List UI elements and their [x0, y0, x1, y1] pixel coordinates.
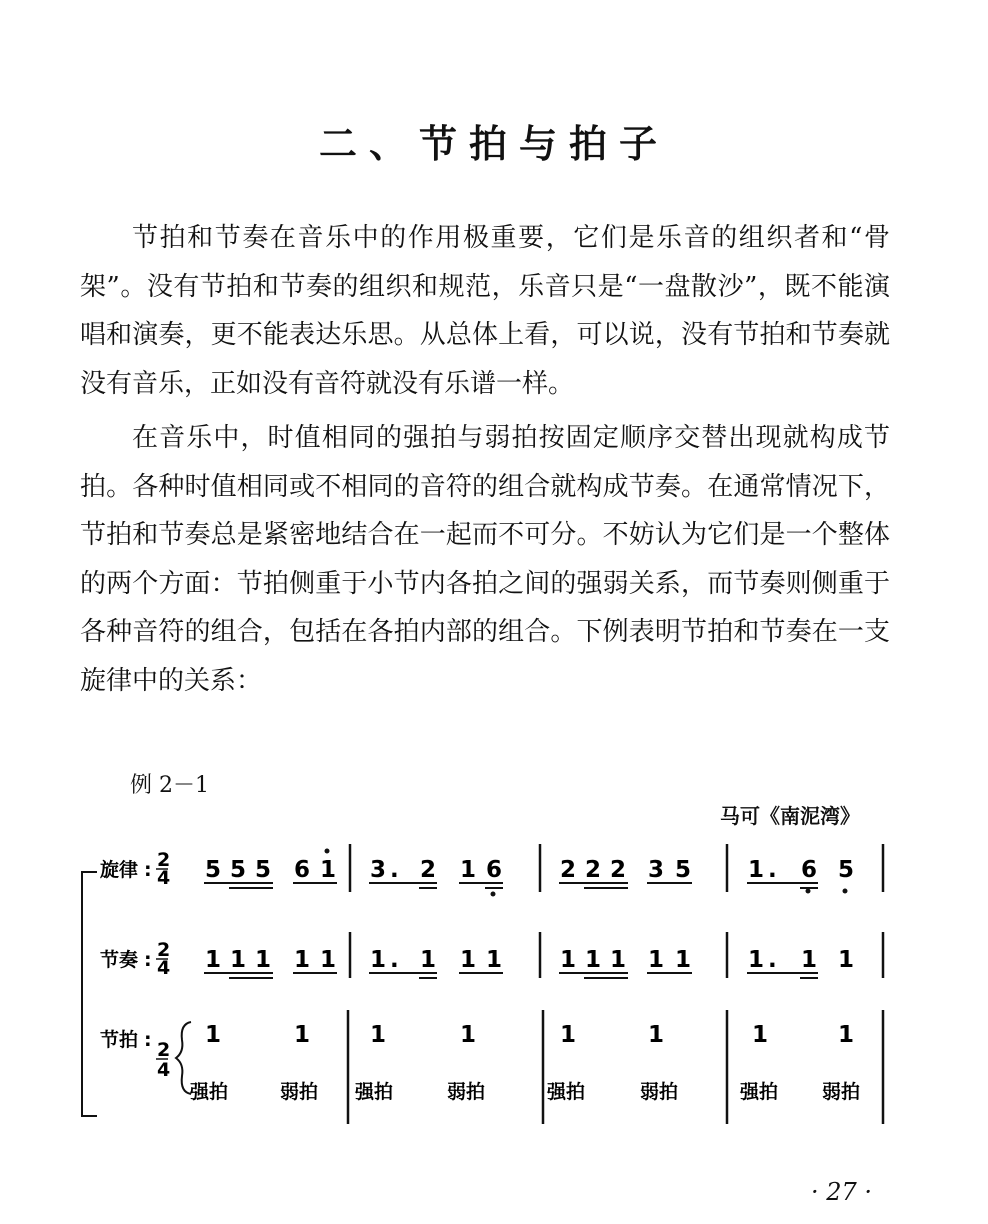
melody-duration-lines [204, 883, 818, 888]
rhythm-note: 1 [648, 947, 665, 973]
octave-down-dot [491, 892, 496, 897]
rhythm-note: 1 [294, 947, 311, 973]
weak-beat-label: 弱拍 [822, 1081, 861, 1103]
strong-beat-label: 强拍 [190, 1081, 229, 1103]
example-label: 例 2－1 [130, 773, 209, 798]
rhythm-note: 1 [486, 947, 503, 973]
melody-row-label: 旋律 [100, 859, 139, 881]
melody-note: 5 [255, 857, 272, 883]
melody-note: 5 [675, 857, 692, 883]
time-sig-top: 2 [157, 1039, 171, 1061]
meter-beat: 1 [370, 1022, 387, 1048]
weak-beat-label: 弱拍 [280, 1081, 319, 1103]
octave-down-dot [843, 889, 848, 894]
meter-brace [176, 1022, 191, 1094]
rhythm-note: 1 [838, 947, 855, 973]
rhythm-note: 1 [460, 947, 477, 973]
weak-beat-label: 弱拍 [447, 1081, 486, 1103]
rhythm-note: 1 [205, 947, 222, 973]
melody-note: 2 [585, 857, 602, 883]
system-bracket [82, 872, 97, 1116]
rhythm-note: 1 [320, 947, 337, 973]
meter-beat: 1 [205, 1022, 222, 1048]
rhythm-notes [205, 947, 854, 973]
dotted-note-dot: . [390, 857, 399, 883]
dotted-note-dot: . [768, 947, 777, 973]
rhythm-note: 1 [370, 947, 387, 973]
rhythm-note: 1 [801, 947, 818, 973]
rhythm-note: 1 [748, 947, 765, 973]
meter-beat: 1 [752, 1022, 769, 1048]
meter-beats [189, 1022, 860, 1103]
time-sig-top: 2 [157, 849, 171, 871]
rhythm-note: 1 [230, 947, 247, 973]
melody-note: 3 [370, 857, 387, 883]
rhythm-duration-lines [204, 973, 818, 978]
paragraph-2: 在音乐中，时值相同的强拍与弱拍按固定顺序交替出现就构成节拍。各种时值相同或不相同的音符的组合就构成节奏。在通常情况下，节拍和节奏总是紧密地结合在一起而不可分。不妨认为它们是一个整体的两个方面：节拍侧重于小节内各拍之间的强弱关系，而节奏则侧重于各种音符的组合，包括在各拍内部的组合。下例表明节拍和节奏在一支旋律中的关系： [80, 423, 890, 696]
rhythm-row-label: 节奏 [100, 949, 139, 971]
rhythm-note: 1 [585, 947, 602, 973]
rhythm-note: 1 [675, 947, 692, 973]
strong-beat-label: 强拍 [547, 1081, 586, 1103]
meter-beat: 1 [294, 1022, 311, 1048]
weak-beat-label: 弱拍 [640, 1081, 679, 1103]
rhythm-note: 1 [560, 947, 577, 973]
time-sig-bottom: 4 [157, 867, 171, 889]
example-source: 马可《南泥湾》 [720, 804, 860, 828]
rhythm-note: 1 [255, 947, 272, 973]
melody-note: 1 [320, 857, 337, 883]
melody-notes [205, 849, 854, 897]
dotted-note-dot: . [768, 857, 777, 883]
label-colon: : [144, 949, 152, 971]
meter-beat: 1 [560, 1022, 577, 1048]
melody-note: 6 [801, 857, 818, 883]
octave-down-dot [806, 889, 811, 894]
strong-beat-label: 强拍 [355, 1081, 394, 1103]
time-sig-bottom: 4 [157, 1059, 171, 1081]
dotted-note-dot: . [390, 947, 399, 973]
meter-beat: 1 [838, 1022, 855, 1048]
melody-note: 6 [294, 857, 311, 883]
melody-note: 2 [420, 857, 437, 883]
strong-beat-label: 强拍 [740, 1081, 779, 1103]
melody-note: 3 [648, 857, 665, 883]
paragraph-1: 节拍和节奏在音乐中的作用极重要，它们是乐音的组织者和“骨架”。没有节拍和节奏的组织和规范，乐音只是“一盘散沙”，既不能演唱和演奏，更不能表达乐思。从总体上看，可以说，没有节拍和节奏就没有音乐，正如没有音符就没有乐谱一样。 [80, 223, 890, 399]
melody-note: 5 [205, 857, 222, 883]
melody-note: 5 [230, 857, 247, 883]
label-colon: : [144, 859, 152, 881]
label-colon: : [144, 1029, 152, 1051]
melody-note: 2 [610, 857, 627, 883]
time-sig-top: 2 [157, 939, 171, 961]
time-sig-bottom: 4 [157, 957, 171, 979]
meter-row-label: 节拍 [100, 1029, 139, 1051]
melody-note: 1 [460, 857, 477, 883]
melody-note: 5 [838, 857, 855, 883]
bar-lines [348, 844, 883, 1124]
page-number: · 27 · [810, 1178, 872, 1206]
melody-note: 2 [560, 857, 577, 883]
rhythm-note: 1 [420, 947, 437, 973]
melody-note: 6 [486, 857, 503, 883]
meter-beat: 1 [460, 1022, 477, 1048]
melody-note: 1 [748, 857, 765, 883]
octave-up-dot [325, 849, 330, 854]
meter-beat: 1 [648, 1022, 665, 1048]
section-title: 二、节拍与拍子 [318, 121, 669, 167]
rhythm-note: 1 [610, 947, 627, 973]
